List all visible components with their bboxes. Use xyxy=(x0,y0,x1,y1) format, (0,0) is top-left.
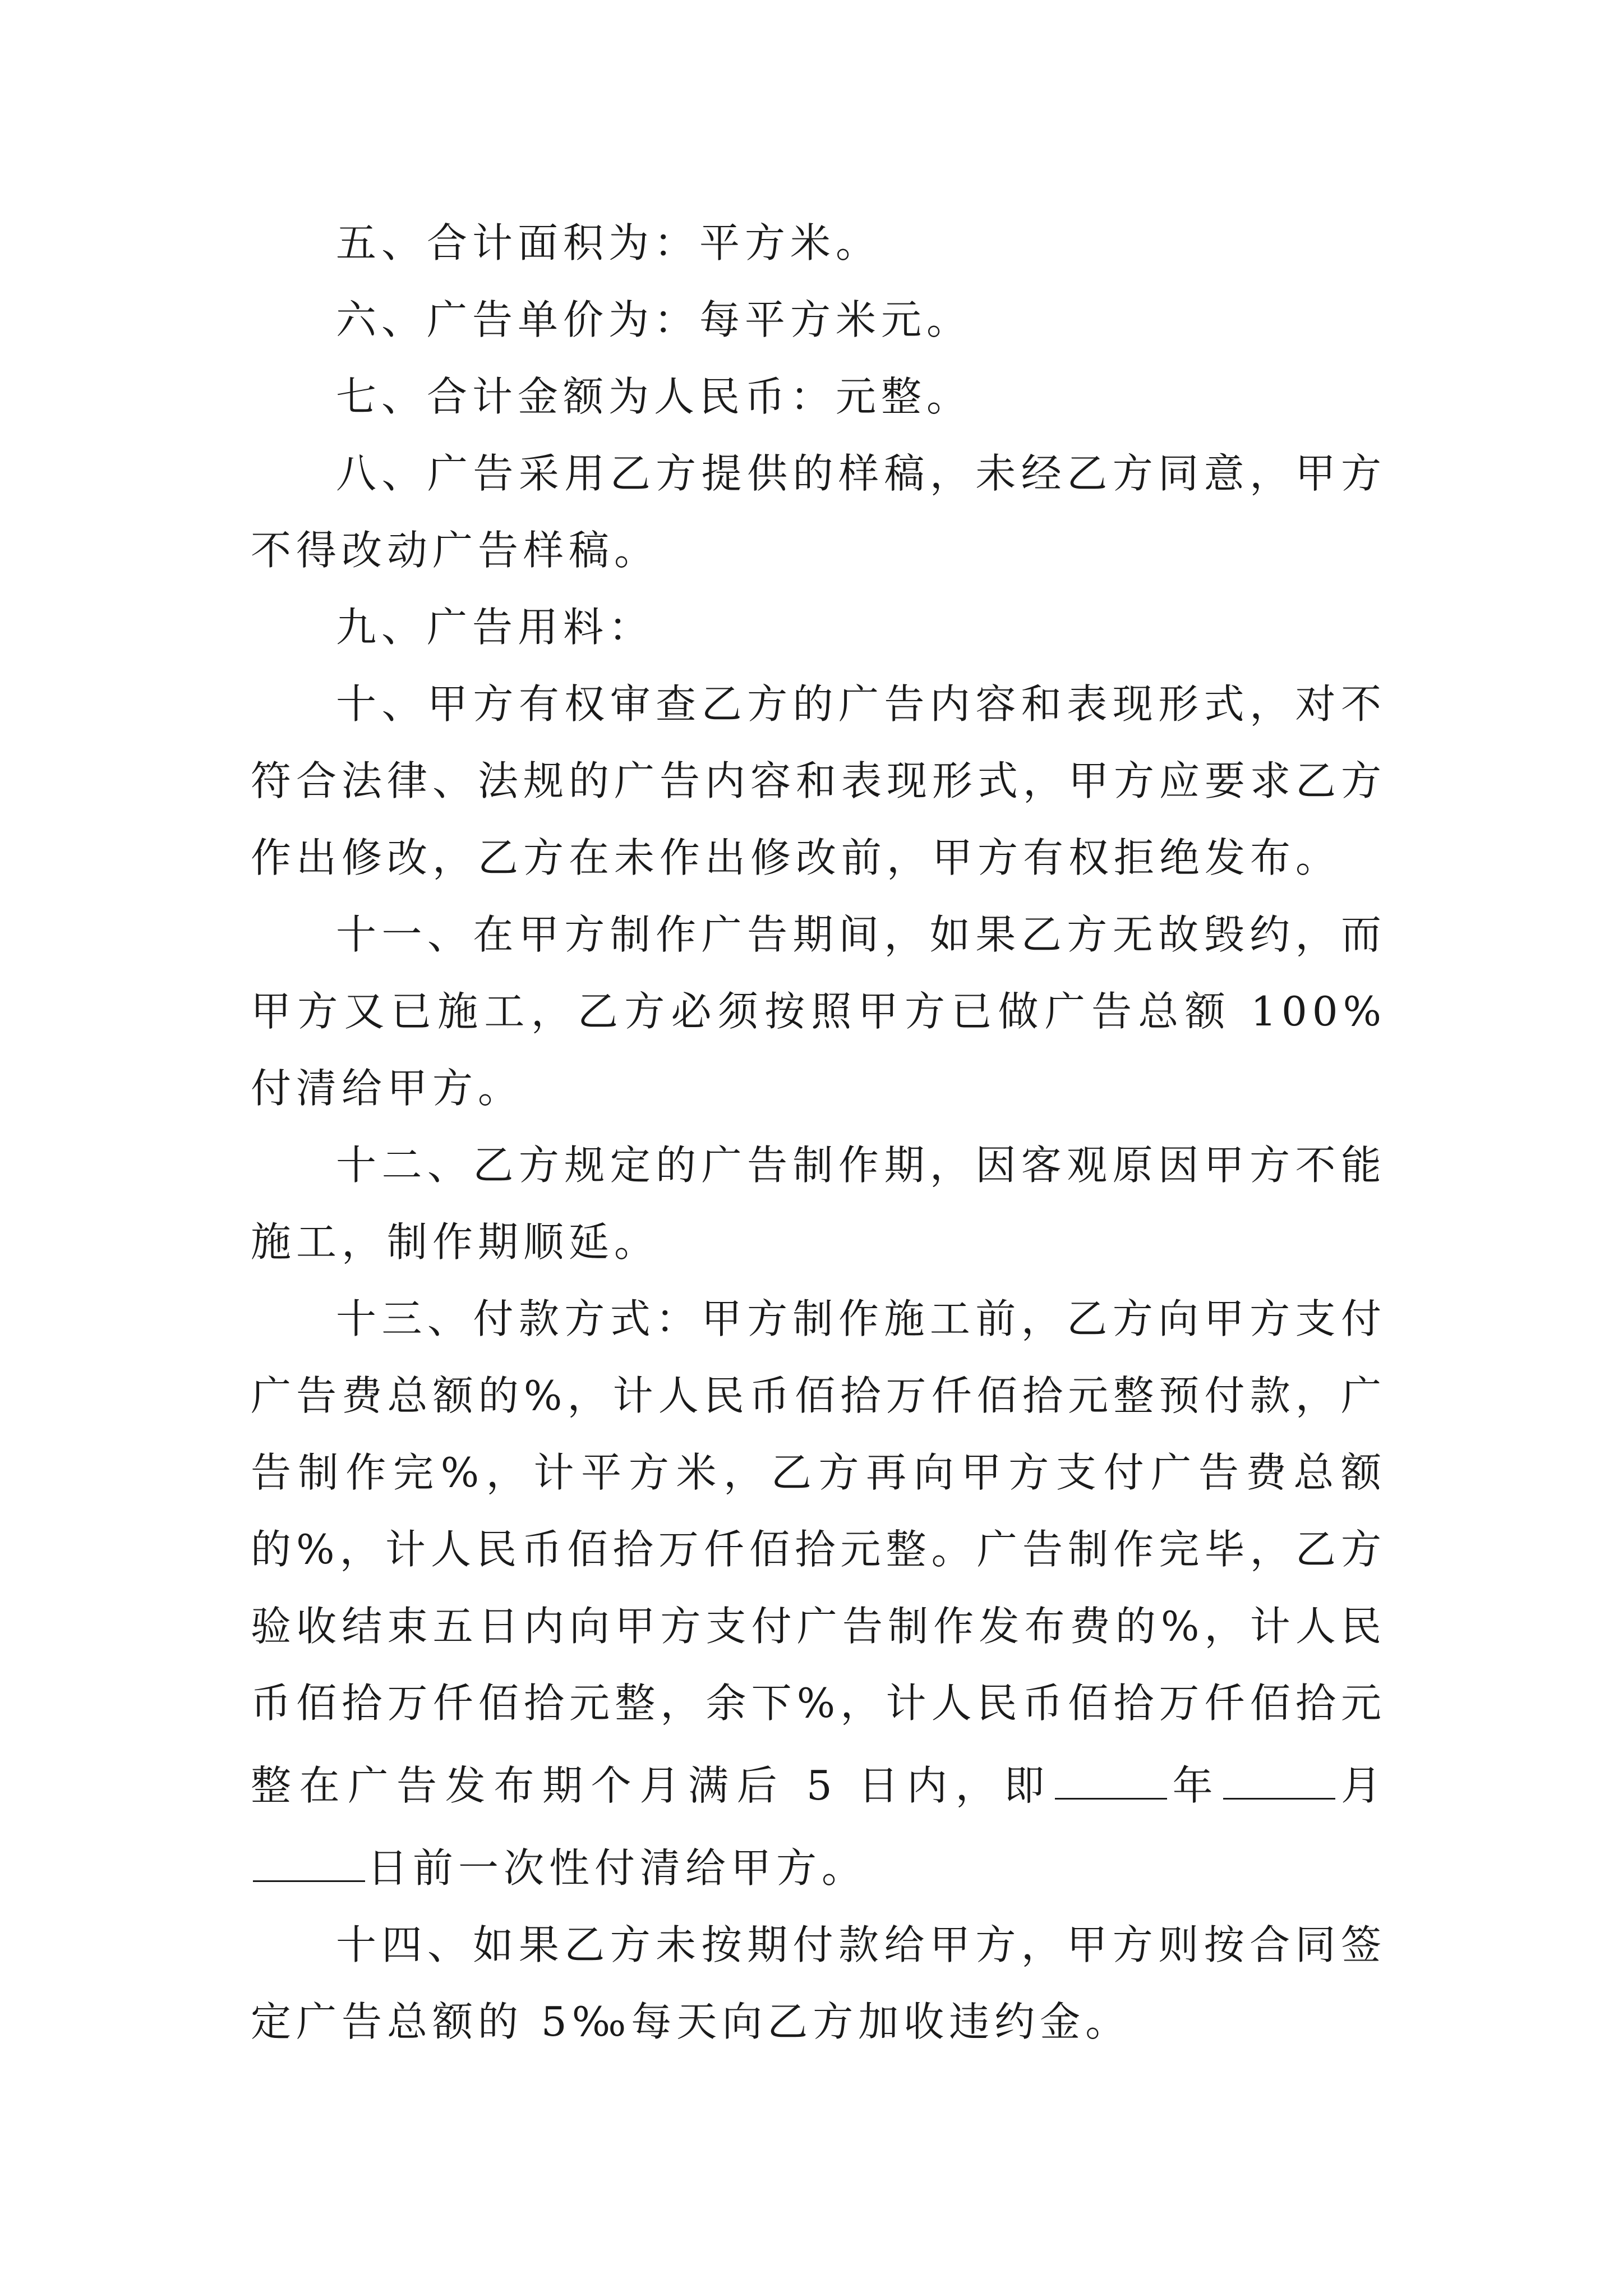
clause-14: 十四、如果乙方未按期付款给甲方，甲方则按合同签定广告总额的 5‰每天向乙方加收违约金。 xyxy=(251,1921,1386,2045)
clause-13-ending: 日前一次性付清给甲方。 xyxy=(367,1844,868,1892)
clause-10: 十、甲方有权审查乙方的广告内容和表现形式，对不符合法律、法规的广告内容和表现形式，甲方应要求乙方作出修改，乙方在未作出修改前，甲方有权拒绝发布。 xyxy=(251,680,1387,881)
year-label: 年 xyxy=(1169,1762,1221,1809)
year-blank xyxy=(1055,1742,1167,1800)
clause-13-text: 十三、付款方式：甲方制作施工前，乙方向甲方支付广告费总额的%，计人民币佰拾万仟佰拾元整预付款，广告制作完%，计平方米，乙方再向甲方支付广告费总额的%，计人民币佰拾万仟佰拾元整。广告制作完毕，乙方验收结束五日内向甲方支付广告制作发布费的%，计人民币佰拾万仟佰拾元整，余下%，计人民币佰拾万仟佰拾元整在广告发布期个月满后 5 日内，即 xyxy=(251,1295,1386,1809)
clause-12: 十二、乙方规定的广告制作期，因客观原因甲方不能施工，制作期顺延。 xyxy=(251,1142,1386,1266)
clause-13 xyxy=(251,1281,1386,1907)
clause-5: 五、合计面积为：平方米。 xyxy=(336,219,882,266)
clause-8: 八、广告采用乙方提供的样稿，未经乙方同意，甲方不得改动广告样稿。 xyxy=(251,450,1386,574)
day-blank xyxy=(253,1824,365,1882)
document-body xyxy=(251,205,1386,2060)
clause-9: 九、广告用料： xyxy=(336,604,654,651)
clause-7: 七、合计金额为人民币：元整。 xyxy=(336,373,972,420)
clause-6: 六、广告单价为：每平方米元。 xyxy=(336,296,972,343)
clause-11: 十一、在甲方制作广告期间，如果乙方无故毁约，而甲方又已施工，乙方必须按照甲方已做广告总额 100%付清给甲方。 xyxy=(251,911,1386,1112)
month-label: 月 xyxy=(1338,1762,1386,1809)
month-blank xyxy=(1223,1742,1335,1800)
